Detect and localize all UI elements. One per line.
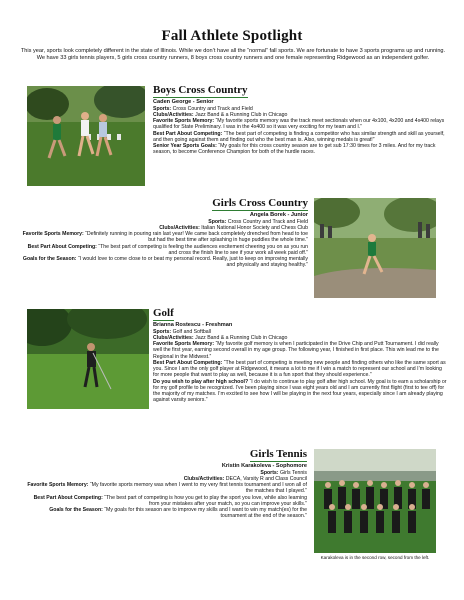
golf-heading: Golf [153,307,174,319]
sports-label: Sports: [208,218,227,225]
goals-label: Goals for the Season: [22,256,77,263]
best-label: Best Part About Competing: [27,243,97,250]
memory-label: Favorite Sports Memory: [27,482,89,489]
boys-xc-best: “The best part of competing is finding a competitor who has similar strength and skill as yourself, and then going against them and finding out who the best man is. Also, winning medals is great!” [153,130,445,143]
girls-xc-sports: Cross Country and Track and Field [227,218,308,225]
clubs-label: Clubs/Activities: [159,224,200,231]
boys-xc-memory: “My favorite sports memory was the track meet sectionals when our 4x100, 4x200 and 4x400 relays qualified for State Preliminary. I was in the 4x400 so it was very exciting for my team and I.” [153,118,445,131]
girls-xc-memory: “Definitely running in pouring rain last year! We came back completely drenched from head to toe but had the best time after splashing in huge puddles the whole time.” [85,231,308,244]
girls-xc-heading: Girls Cross Country [212,197,308,209]
boys-xc-clubs: Jazz Band & a Running Club in Chicago [195,111,288,118]
tennis-goals: “My goals for this season are to improve my skills and I want to win my match(es) for the tournament at the end of the season.” [104,507,307,520]
boys-xc-section [153,85,448,156]
tennis-clubs: DECA, Varsity R and Class Council [225,475,307,482]
golf-photo [27,309,149,409]
girls-xc-athlete-name: Angela Borek - Junior [249,212,308,218]
boys-xc-athlete-name: Caden George - Senior [153,99,214,105]
tennis-best: “The best part of competing is how you get to play the sport you love, while also learning from your mistakes after your match, so you can improve your skills.” [104,494,307,507]
senior-goals-label: Senior Year Sports Goals: [153,143,217,150]
tennis-section [22,449,307,520]
clubs-label: Clubs/Activities: [183,475,225,482]
golf-memory: “My favorite golf memory is when I participated in the Drive Chip and Putt Tournament. I did really well the first year, earning second overall in my age group. The following year, I finished in first place. This win lead me to the Regional in the Midwest.” [153,341,439,360]
girls-xc-photo [314,198,436,298]
memory-label: Favorite Sports Memory: [153,341,215,348]
memory-label: Favorite Sports Memory: [153,118,215,125]
clubs-label: Clubs/Activities: [153,111,194,118]
sports-label: Sports: [260,469,279,476]
sports-label: Sports: [153,105,172,112]
tennis-heading: Girls Tennis [249,448,307,460]
girls-xc-section [18,198,308,269]
tennis-team-photo [314,449,436,553]
golf-best: “The best part of competing is meeting new people and finding others who like the same sport as you. Since I am the only golf player at Ridgewood, it means a lot to me if I win a match to represent our school and I’m looking for more people that want to play as well, because it is a fun sport that they should experience.” [153,359,446,379]
clubs-label: Clubs/Activities: [153,334,194,341]
intro-paragraph: This year, sports look completely different in the state of Illinois. While we don’t have all the “normal” fall sports. We are fortunate to have 3 sports programs up and running. We have 33 girls tennis players, 5 girls cross country runners, 8 boys cross country runners and one female representing Ridgewood as an independent golfer. [20,48,446,61]
girls-xc-goals: “I would love to come close to or beat my personal record. Really, just to keep on improving mentally and physically and staying healthy.” [78,256,308,269]
golf-clubs: Jazz Band & a Running Club in Chicago [195,334,288,341]
best-label: Best Part About Competing: [153,359,223,366]
sports-label: Sports: [153,328,172,335]
tennis-memory: “My favorite sports memory was when I went to my very first tennis tournament and I won all of the matches that I played.” [89,482,307,495]
golf-sports: Golf and Softball [172,328,211,335]
golf-athlete-name: Brianna Rostescu - Freshman [153,322,233,328]
tennis-photo-caption: Karakoleva is in the second row, second from the left. [320,555,430,560]
boys-xc-goals: “My goals for this cross country season are to get sub 17:30 times for 3 miles. And for my track season, to become Conference Champion for both of the hurdle races. [153,143,436,156]
memory-label: Favorite Sports Memory: [22,231,84,238]
tennis-sports: Girls Tennis [279,469,307,476]
girls-xc-best: “The best part of competing is feeling the audiences excitement cheering you on as you run and cross the finish line to see if your work all week paid off.” [98,243,308,256]
goals-label: Goals for the Season: [49,507,103,514]
best-label: Best Part About Competing: [153,130,223,137]
golf-college: “I do wish to continue to play golf after high school. My goal is to earn a scholarship or for my golf profile to be recognized. I’ve been playing since I was eight years old and I am currently first flight (first to tee off) for the majority of my matches. I’m excited to see how I will be playing in the next four years, especially since I am already playing against varsity seniors.” [153,378,447,404]
boys-xc-heading: Boys Cross Country [153,84,248,96]
best-label: Best Part About Competing: [33,494,103,501]
boys-xc-photo [27,86,145,186]
golf-section [153,308,448,404]
college-label: Do you wish to play after high school? [153,378,249,385]
boys-xc-sports: Cross Country and Track and Field [172,105,253,112]
girls-xc-clubs: Italian National Honor Society and Chess Club [201,224,308,231]
tennis-athlete-name: Kristin Karakoleva - Sophomore [221,463,307,469]
page-title: Fall Athlete Spotlight [161,28,303,44]
